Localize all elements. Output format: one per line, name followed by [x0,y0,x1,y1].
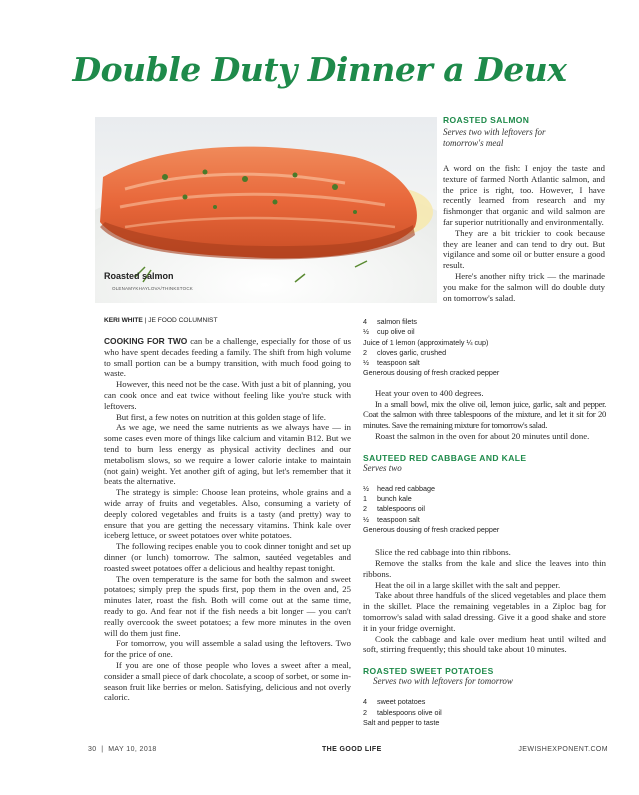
page-number: 30 [88,746,97,753]
ingredient-row: 2 tablespoons oil [363,504,425,514]
potatoes-serves: Serves two with leftovers for tomorrow [373,676,513,687]
byline-role: JE FOOD COLUMNIST [148,317,218,324]
potatoes-ingredients [363,697,606,728]
article-paragraph [104,336,351,379]
ingredient-row: Juice of 1 lemon (approximately ¼ cup) [363,337,489,347]
cabbage-ingredients [363,484,606,535]
article-paragraph: As we age, we need the same nutrients as we always have — in some cases even more of things like calcium and vitamin B12. But we tend to burn less energy as physical activity declines and our metabolism slows, so we require a lower calorie intake to maintain (not gain) weight. Yet another gift of aging, but let's remember that it beats the alternative. [104,422,351,487]
ingredient-row: 4 salmon filets [363,317,417,326]
headline: Double Duty Dinner a Deux [72,50,567,89]
ingredient-row: ½ teaspoon salt [363,514,420,524]
cabbage-title: SAUTEED RED CABBAGE AND KALE [363,452,527,463]
photo-caption: Roasted salmon [104,271,174,281]
issue-date: MAY 10, 2018 [108,746,157,753]
ingredient-row: 2 cloves garlic, crushed [363,347,447,357]
salmon-title: ROASTED SALMON [443,115,530,125]
ingredient-row: 2 tablespoons olive oil [363,707,442,717]
article-paragraph: If you are one of those people who loves a sweet after a meal, consider a small piece of dark chocolate, a scoop of sorbet, or some in-season fruit like berries or melon. Satisfying, delicious and not overly caloric. [104,659,351,703]
article-paragraph: The oven temperature is the same for both the salmon and sweet potatoes; simply prep the spuds first, pop them in the oven and, 25 minutes later, roast the fish. Both will come out at the same time, ready to go. And fear not if the fish needs a bit longer — you can't really overcook the sweet potatoes; a few more minutes in the oven will do them just fine. [104,573,351,638]
article-text: can be a challenge, especially for those of us who have spent decades feeding a family. The shift from high volume to small portion can be a bumpy transition, with much food going to waste. [104,336,351,379]
step: In a small bowl, mix the olive oil, lemon juice, garlic, salt and pepper. Coat the salmon with three tablespoons of the mixture, and let it sit for 20 minutes. Save the remaining mixture for tomorrow's salad. [363,398,606,431]
step: Slice the red cabbage into thin ribbons. [375,547,511,558]
section-name: THE GOOD LIFE [322,746,382,753]
step: Roast the salmon in the oven for about 20 minutes until done. [375,430,590,441]
salmon-intro-paragraph: A word on the fish: I enjoy the taste and texture of farmed North Atlantic salmon, and the price is right, too. However, I have recently learned from research and my fishmonger that organic and wild salmon are far superior nutritionally and environmentally. [443,163,605,227]
byline: KERI WHITE | JE FOOD COLUMNIST [104,317,218,324]
article-body [104,336,351,703]
ingredient-row: Generous dousing of fresh cracked pepper [363,368,500,378]
article-paragraph: For tomorrow, you will assemble a salad using the leftovers. Two for the price of one. [104,638,351,660]
ingredient-row: 1 bunch kale [363,494,412,504]
salmon-ingredients [363,317,606,379]
ingredient-row: Generous dousing of fresh cracked pepper [363,524,500,534]
cabbage-steps [363,547,606,655]
article-paragraph: However, this need not be the case. With just a bit of planning, you can cook once and eat twice without feeling like you're stuck with leftovers. [104,379,351,411]
potatoes-title: ROASTED SWEET POTATOES [363,666,494,677]
article-column [104,317,351,703]
salmon-intro-paragraph: Here's another nifty trick — the marinade you make for the salmon will do double duty on tomorrow's salad. [443,270,605,303]
step: Remove the stalks from the kale and slice the leaves into thin ribbons. [363,558,606,579]
ingredient-row: ½ teaspoon salt [363,358,420,368]
footer-page-date: 30 | MAY 10, 2018 [88,746,157,753]
salmon-serves: Serves two with leftovers for tomorrow's meal [443,127,546,148]
salmon-intro-column [443,115,605,303]
ingredient-row: ½ cup olive oil [363,327,415,337]
ingredient-row: 4 sweet potatoes [363,697,426,707]
cabbage-serves: Serves two [363,462,402,473]
lead-in: COOKING FOR TWO [104,336,188,346]
byline-name: KERI WHITE [104,317,143,324]
recipe-column [363,317,606,728]
step: Heat your oven to 400 degrees. [375,387,484,398]
salmon-intro-paragraph: They are a bit trickier to cook because they are leaner and can tend to dry out. But vigilance and some oil or butter ensure a good result. [443,227,605,271]
article-paragraph: The following recipes enable you to cook dinner tonight and set up dinner (or lunch) tomorrow. The salmon, sautéed vegetables and roasted sweet potatoes offer a delicious and healthy repast tonight. [104,541,351,573]
step: Take about three handfuls of the sliced vegetables and place them in the skillet. Place the remaining vegetables in a Ziploc bag for tomorrow's salad with salad dressing. Give it a good shake and store it in your fridge overnight. [363,590,606,633]
article-paragraph: But first, a few notes on nutrition at this golden stage of life. [116,411,326,422]
step: Cook the cabbage and kale over medium heat until wilted and soft, stirring frequently; this should take about 10 minutes. [363,633,606,655]
photo-credit: OLENAMYKHAYLOVA/THINKSTOCK [112,286,193,291]
salmon-steps [363,388,606,442]
salmon-intro [443,163,605,303]
ingredient-row: ½ head red cabbage [363,483,435,493]
article-paragraph: The strategy is simple: Choose lean proteins, whole grains and a wide array of fruits and vegetables. Also, consuming a variety of deeply colored vegetables and fruits is a tasty (and pretty) way to ensure that you are getting the necessary vitamins. Think kale over iceberg lettuce, or sweet potatoes over white potatoes. [104,487,351,541]
ingredient-row: Salt and pepper to taste [363,717,440,727]
site-url: JEWISHEXPONENT.COM [518,746,608,753]
step: Heat the oil in a large skillet with the salt and pepper. [375,579,561,590]
